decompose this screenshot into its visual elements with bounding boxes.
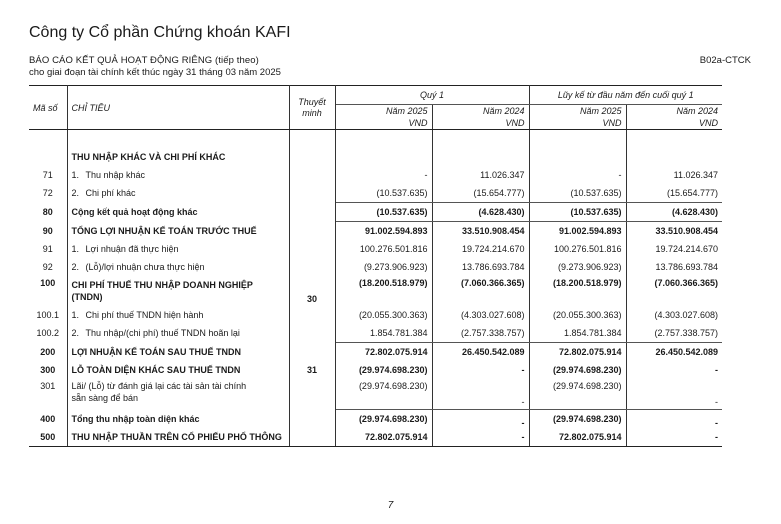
table-row — [29, 324, 722, 343]
company-name: Công ty Cổ phần Chứng khoán KAFI — [29, 24, 291, 41]
row-q1-2024: (7.060.366.365) — [432, 276, 529, 306]
row-item-cell — [67, 184, 289, 203]
row-ytd-2025: 91.002.594.893 — [529, 222, 626, 241]
row-code: 500 — [29, 428, 67, 447]
row-code: 91 — [29, 240, 67, 258]
row-note — [289, 166, 335, 184]
form-code: B02a-CTCK — [699, 55, 751, 66]
row-q1-2025: (10.537.635) — [335, 184, 432, 203]
table-row — [29, 240, 722, 258]
row-ytd-2025: (29.974.698.230) — [529, 379, 626, 410]
table-row — [29, 379, 722, 410]
row-code: 100.2 — [29, 324, 67, 343]
row-note — [289, 306, 335, 324]
row-item-cell — [67, 324, 289, 343]
row-item: CHI PHÍ THUẾ THU NHẬP DOANH NGHIỆP (TNDN) — [67, 276, 289, 306]
row-q1-2025: - — [335, 166, 432, 184]
row-q1-2024: (4.303.027.608) — [432, 306, 529, 324]
header-unit-label: VND — [505, 118, 525, 128]
row-q1-2025: (20.055.300.363) — [335, 306, 432, 324]
table-row — [29, 276, 722, 306]
table-row — [29, 410, 722, 429]
row-ytd-2024: (2.757.338.757) — [626, 324, 722, 343]
table-row — [29, 428, 722, 447]
row-item: THU NHẬP THUẦN TRÊN CỔ PHIẾU PHỔ THÔNG — [67, 428, 289, 447]
header-code: Mã số — [29, 86, 67, 130]
row-ytd-2024: (4.628.430) — [626, 203, 722, 222]
row-q1-2025: (29.974.698.230) — [335, 361, 432, 379]
row-item: Lợi nhuận đã thực hiện — [85, 244, 179, 254]
row-ytd-2025: (10.537.635) — [529, 184, 626, 203]
row-note — [289, 428, 335, 447]
row-q1-2025: 72.802.075.914 — [335, 428, 432, 447]
row-code: 100 — [29, 276, 67, 306]
row-note — [289, 258, 335, 276]
row-ytd-2025: 72.802.075.914 — [529, 343, 626, 362]
row-code: 301 — [29, 379, 67, 410]
table-row — [29, 258, 722, 276]
row-note: 30 — [289, 276, 335, 306]
page-number: 7 — [387, 500, 394, 511]
row-ytd-2024: 26.450.542.089 — [655, 347, 719, 357]
table-row — [29, 166, 722, 184]
table-row — [29, 184, 722, 203]
row-q1-2025: 91.002.594.893 — [335, 222, 432, 241]
row-item-number: 1. — [71, 244, 80, 254]
row-q1-2024: - — [432, 361, 529, 379]
row-ytd-2024: 19.724.214.670 — [655, 244, 719, 254]
row-ytd-2025: (29.974.698.230) — [529, 410, 626, 429]
row-item: LỖ TOÀN DIỆN KHÁC SAU THUẾ TNDN — [67, 361, 289, 379]
header-group-q1: Quý 1 — [335, 86, 529, 105]
header-note: Thuyết minh — [289, 86, 335, 130]
report-title: BÁO CÁO KẾT QUẢ HOẠT ĐỘNG RIÊNG (tiếp theo) — [29, 55, 259, 66]
row-q1-2025: (9.273.906.923) — [335, 258, 432, 276]
row-item: Lãi/ (Lỗ) từ đánh giá lại các tài sản tài chính sẵn sàng để bán — [67, 379, 289, 410]
row-ytd-2025: 100.276.501.816 — [529, 240, 626, 258]
header-year-label: Năm 2025 — [579, 106, 622, 116]
header-year-label: Năm 2024 — [676, 106, 719, 116]
row-ytd-2024: - — [626, 428, 722, 447]
row-q1-2024: 11.026.347 — [432, 166, 529, 184]
row-q1-2025: (10.537.635) — [335, 203, 432, 222]
row-item-number: 2. — [71, 262, 80, 272]
row-q1-2024: (15.654.777) — [432, 184, 529, 203]
row-item-number: 1. — [71, 310, 80, 320]
row-code: 72 — [29, 184, 67, 203]
row-ytd-2025: (29.974.698.230) — [529, 361, 626, 379]
row-code: 71 — [29, 166, 67, 184]
row-item-number: 2. — [71, 328, 80, 339]
row-code: 200 — [29, 343, 67, 362]
row-ytd-2025: - — [529, 166, 626, 184]
row-note — [289, 222, 335, 241]
header-year-label: Năm 2024 — [482, 106, 525, 116]
row-q1-2024: - — [432, 428, 529, 447]
header-group-ytd: Lũy kế từ đầu năm đến cuối quý 1 — [529, 86, 722, 105]
header-ytd-2025 — [529, 105, 626, 130]
row-q1-2024: 19.724.214.670 — [432, 240, 529, 258]
row-q1-2025: 100.276.501.816 — [335, 240, 432, 258]
income-statement-table-wrapper — [29, 85, 722, 447]
header-q1-2024 — [432, 105, 529, 130]
row-ytd-2025: (18.200.518.979) — [529, 276, 626, 306]
row-item: TỔNG LỢI NHUẬN KẾ TOÁN TRƯỚC THUẾ — [67, 222, 289, 241]
row-item: Chi phí khác — [85, 188, 136, 199]
row-note: 31 — [289, 361, 335, 379]
table-row — [29, 361, 722, 379]
row-ytd-2024: - — [715, 418, 719, 428]
table-row — [29, 306, 722, 324]
table-row — [29, 343, 722, 362]
row-ytd-2025: (9.273.906.923) — [529, 258, 626, 276]
row-ytd-2024: (4.303.027.608) — [654, 310, 719, 320]
row-ytd-2024: (15.654.777) — [626, 184, 722, 203]
row-item: (Lỗ)/lợi nhuận chưa thực hiện — [85, 262, 205, 272]
row-q1-2024: 33.510.908.454 — [432, 222, 529, 241]
header-item: CHỈ TIÊU — [67, 86, 289, 130]
row-q1-2025: (29.974.698.230) — [335, 410, 432, 429]
row-q1-2025: 1.854.781.384 — [335, 324, 432, 343]
row-item-cell — [67, 240, 289, 258]
table-row — [29, 203, 722, 222]
row-code: 92 — [29, 258, 67, 276]
row-q1-2024: 13.786.693.784 — [432, 258, 529, 276]
row-item: Thu nhập/(chi phí) thuế TNDN hoãn lại — [85, 328, 240, 339]
row-code — [29, 148, 67, 166]
row-ytd-2024: 13.786.693.784 — [655, 262, 719, 272]
row-note — [289, 343, 335, 362]
row-q1-2024: 26.450.542.089 — [432, 343, 529, 362]
row-q1-2024: (4.628.430) — [432, 203, 529, 222]
row-ytd-2024: (7.060.366.365) — [654, 278, 719, 288]
row-item-number: 2. — [71, 188, 80, 199]
row-note — [289, 324, 335, 343]
row-item: Tổng thu nhập toàn diện khác — [67, 410, 289, 429]
row-code: 100.1 — [29, 306, 67, 324]
row-item-cell — [67, 166, 289, 184]
row-ytd-2025: (10.537.635) — [529, 203, 626, 222]
header-ytd-2024 — [626, 105, 722, 130]
header-q1-2025 — [335, 105, 432, 130]
row-ytd-2025: 1.854.781.384 — [529, 324, 626, 343]
row-note — [289, 203, 335, 222]
report-subtitle: cho giai đoạn tài chính kết thúc ngày 31 tháng 03 năm 2025 — [29, 67, 281, 78]
row-q1-2025: (29.974.698.230) — [335, 379, 432, 410]
table-row — [29, 222, 722, 241]
row-item-number: 1. — [71, 170, 80, 180]
row-item: THU NHẬP KHÁC VÀ CHI PHÍ KHÁC — [67, 148, 289, 166]
row-ytd-2025: (20.055.300.363) — [529, 306, 626, 324]
row-code: 90 — [29, 222, 67, 241]
row-ytd-2024: 11.026.347 — [673, 170, 719, 180]
row-item-cell — [67, 258, 289, 276]
header-unit-label: VND — [602, 118, 622, 128]
row-ytd-2025: 72.802.075.914 — [529, 428, 626, 447]
row-note — [289, 379, 335, 410]
row-code: 400 — [29, 410, 67, 429]
table-row — [29, 148, 722, 166]
row-note — [289, 240, 335, 258]
row-item-cell — [67, 306, 289, 324]
row-ytd-2024: - — [715, 365, 719, 375]
row-note — [289, 410, 335, 429]
row-q1-2024: - — [432, 410, 529, 429]
row-q1-2025: (18.200.518.979) — [335, 276, 432, 306]
row-item: Cộng kết quả hoạt động khác — [67, 203, 289, 222]
row-code: 80 — [29, 203, 67, 222]
row-item: Chi phí thuế TNDN hiện hành — [85, 310, 204, 320]
row-ytd-2024: - — [626, 379, 722, 410]
header-unit-label: VND — [699, 118, 719, 128]
row-q1-2024: - — [432, 379, 529, 410]
row-note — [289, 184, 335, 203]
row-item: LỢI NHUẬN KẾ TOÁN SAU THUẾ TNDN — [67, 343, 289, 362]
header-unit-label: VND — [408, 118, 428, 128]
row-ytd-2024: 33.510.908.454 — [655, 226, 719, 236]
income-statement-table — [29, 85, 722, 447]
row-item: Thu nhập khác — [85, 170, 146, 180]
header-year-label: Năm 2025 — [385, 106, 428, 116]
row-q1-2025: 72.802.075.914 — [335, 343, 432, 362]
row-q1-2024: (2.757.338.757) — [432, 324, 529, 343]
row-code: 300 — [29, 361, 67, 379]
